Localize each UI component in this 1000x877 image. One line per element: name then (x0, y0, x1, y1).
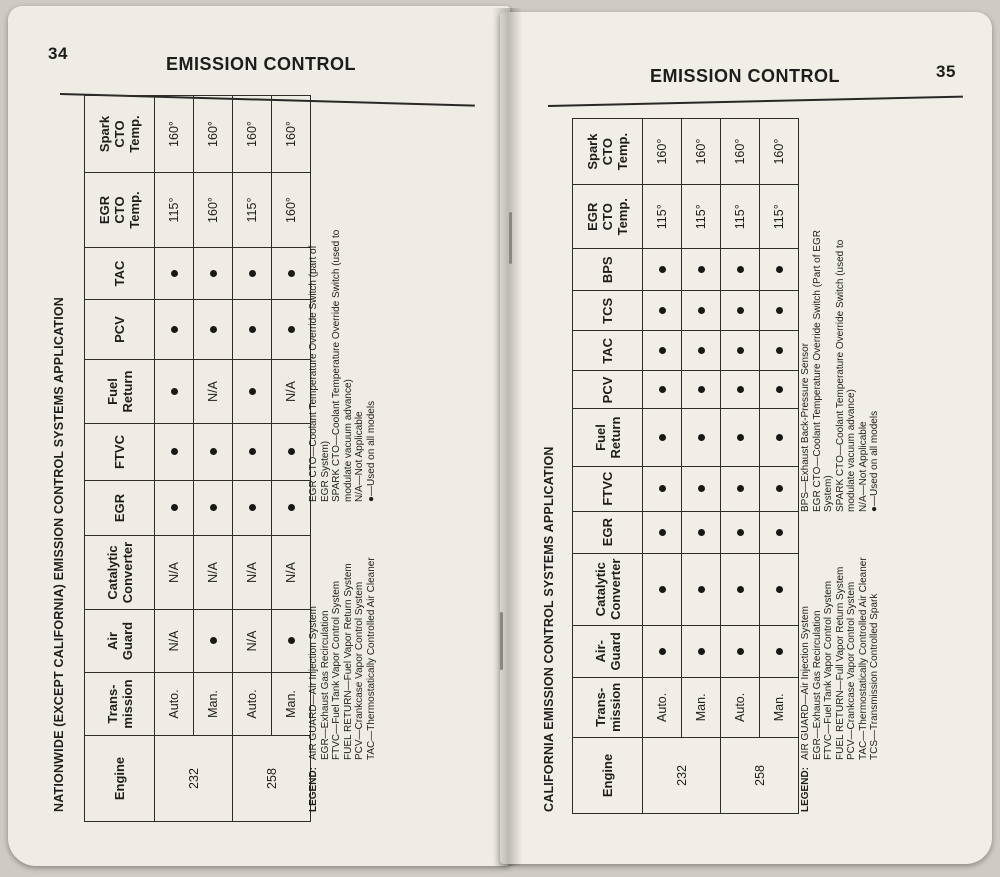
used-cell (194, 248, 233, 300)
legend-item: N/A—Not Applicable (857, 421, 869, 512)
column-header-text: Engine (112, 756, 127, 801)
used-cell (194, 300, 233, 360)
used-cell (682, 291, 721, 331)
column-header (85, 481, 155, 536)
column-header-text: Spark (585, 133, 600, 170)
legend-right (800, 230, 910, 812)
used-dot-icon (171, 505, 178, 512)
staple-bottom (500, 612, 503, 670)
used-dot-icon (776, 529, 783, 536)
legend-item: BPS—Exhaust Back-Pressure Sensor (800, 343, 811, 512)
column-header-text: Fuel (104, 378, 120, 405)
table-cell: N/A (194, 360, 233, 424)
column-header-text: FTVC (112, 435, 127, 469)
used-dot-icon (288, 326, 295, 333)
column-header-text: Converter (119, 541, 135, 604)
used-cell (272, 248, 311, 300)
used-dot-icon (698, 307, 705, 314)
used-dot-icon (698, 586, 705, 593)
used-cell (721, 409, 760, 466)
column-header-text: CTO (600, 138, 615, 166)
table-cell: Auto. (155, 673, 194, 736)
used-dot-icon (698, 529, 705, 536)
used-dot-icon (698, 266, 705, 273)
legend-item: EGR CTO—Coolant Temperature Override Switch (part of (308, 245, 319, 502)
column-header-text: FTVC (600, 471, 615, 506)
page-number-left: 34 (48, 44, 68, 63)
table-cell: N/A (155, 536, 194, 610)
column-header-text: mission (119, 679, 135, 729)
table-cell: 160° (643, 119, 682, 185)
used-dot-icon (776, 648, 783, 655)
legend-item: FTVC—Fuel Tank Vapor Control System (823, 580, 834, 760)
used-dot-icon (776, 307, 783, 314)
used-dot-icon (210, 270, 217, 277)
table-cell: 115° (721, 185, 760, 249)
used-dot-icon (737, 307, 744, 314)
table-cell: Auto. (233, 673, 272, 736)
used-cell (194, 424, 233, 481)
column-header-text: CTO (600, 203, 615, 231)
used-dot-icon (210, 505, 217, 512)
table-cell: Man. (682, 677, 721, 737)
used-cell (721, 371, 760, 409)
used-dot-icon (288, 505, 295, 512)
column-header-text: Guard (607, 632, 623, 671)
table-cell: Man. (194, 673, 233, 736)
used-cell (643, 466, 682, 511)
legend-label: LEGEND: (800, 767, 811, 812)
used-dot-icon (659, 485, 666, 492)
legend-item: FUEL RETURN—Fuel Vapor Return System (342, 563, 354, 760)
column-header-text: PCV (600, 376, 615, 404)
staple-top (509, 212, 512, 264)
column-header (573, 511, 643, 553)
column-header (85, 300, 155, 360)
column-header (573, 291, 643, 331)
used-cell (760, 553, 799, 625)
column-header (573, 331, 643, 371)
used-cell (643, 553, 682, 625)
emission-table-right (572, 118, 799, 814)
table-cell: 115° (155, 173, 194, 248)
column-header (573, 185, 643, 249)
used-cell (643, 409, 682, 466)
column-header-text: mission (607, 682, 623, 732)
table-cell: N/A (272, 360, 311, 424)
used-dot-icon (659, 648, 666, 655)
used-dot-icon (776, 266, 783, 273)
column-header-text: Converter (607, 558, 623, 620)
column-header-text: EGR (600, 518, 615, 547)
engine-cell: 232 (643, 737, 721, 813)
used-dot-icon (737, 386, 744, 393)
used-dot-icon (171, 388, 178, 395)
table-cell: Auto. (643, 677, 682, 737)
table-cell: 160° (155, 96, 194, 173)
table-cell: 160° (233, 96, 272, 173)
used-cell (760, 466, 799, 511)
legend-label: LEGEND: (308, 767, 319, 812)
used-cell (760, 249, 799, 291)
used-dot-icon (698, 485, 705, 492)
legend-item: SPARK CTO—Coolant Temperature Override Switch (used to (834, 239, 846, 512)
table-cell: 115° (682, 185, 721, 249)
column-header (85, 610, 155, 673)
used-dot-icon (737, 347, 744, 354)
used-cell (272, 424, 311, 481)
used-cell (721, 625, 760, 677)
table-cell: 160° (682, 119, 721, 185)
column-header (573, 409, 643, 466)
used-cell (682, 331, 721, 371)
table-row (194, 96, 233, 822)
column-header-text: Air- (592, 640, 608, 663)
used-cell (155, 424, 194, 481)
table-cell: Auto. (721, 677, 760, 737)
emission-table-left (84, 95, 311, 822)
legend-item: EGR CTO—Coolant Temperature Override Switch (Part of EGR (811, 230, 823, 512)
table-row (233, 96, 272, 822)
used-cell (682, 466, 721, 511)
table-cell: 160° (194, 96, 233, 173)
table-cell: 115° (760, 185, 799, 249)
used-cell (643, 511, 682, 553)
legend-item: modulate vacuum advance) (846, 389, 857, 512)
used-dot-icon (698, 347, 705, 354)
legend-column-2 (800, 230, 881, 512)
used-dot-icon (171, 449, 178, 456)
legend-item: FTVC—Fuel Tank Vapor Control System (331, 580, 342, 760)
table-cell: N/A (233, 536, 272, 610)
column-header-text: Temp. (615, 132, 630, 171)
table-cell: N/A (233, 610, 272, 673)
table-cell: 160° (760, 119, 799, 185)
legend-item: PCV—Crankcase Vapor Control System (354, 581, 365, 760)
used-cell (760, 371, 799, 409)
used-cell (721, 291, 760, 331)
table-row (643, 119, 682, 814)
column-header (573, 466, 643, 511)
used-dot-icon (171, 270, 178, 277)
table-row (760, 119, 799, 814)
used-dot-icon (249, 449, 256, 456)
used-cell (643, 371, 682, 409)
used-cell (760, 511, 799, 553)
legend-item: ●—Used on all models (365, 400, 377, 502)
used-dot-icon (249, 326, 256, 333)
used-dot-icon (249, 388, 256, 395)
table-cell: Man. (272, 673, 311, 736)
column-header (573, 249, 643, 291)
engine-cell: 258 (721, 737, 799, 813)
used-dot-icon (776, 386, 783, 393)
legend-item: FUEL RETURN—Full Vapor Return System (834, 566, 846, 760)
used-dot-icon (249, 270, 256, 277)
used-dot-icon (737, 266, 744, 273)
legend-item: N/A—Not Applicable (354, 411, 365, 502)
column-header-text: Trans- (592, 687, 608, 727)
column-header-text: Temp. (127, 191, 142, 229)
table-title-right: CALIFORNIA EMISSION CONTROL SYSTEMS APPLICATION (542, 446, 556, 812)
used-dot-icon (288, 638, 295, 645)
table-container-left (84, 92, 306, 822)
column-header (573, 737, 643, 813)
table-body (643, 119, 799, 814)
table-row (721, 119, 760, 814)
table-cell: 160° (194, 173, 233, 248)
column-header-text: Engine (600, 753, 615, 798)
used-cell (643, 291, 682, 331)
used-cell (721, 553, 760, 625)
used-dot-icon (210, 326, 217, 333)
legend-item: modulate vacuum advance) (342, 379, 354, 502)
legend-item: EGR System) (319, 440, 331, 502)
book-gutter (492, 8, 522, 866)
legend-item: TCS—Transmission Controlled Spark (869, 593, 880, 760)
page-header-right: EMISSION CONTROL (650, 66, 841, 86)
table-cell: 160° (272, 173, 311, 248)
table-row (682, 119, 721, 814)
used-cell (233, 360, 272, 424)
column-header (573, 625, 643, 677)
column-header-text: Trans- (104, 684, 120, 724)
table-cell: 115° (643, 185, 682, 249)
column-header (573, 371, 643, 409)
column-header (573, 553, 643, 625)
column-header-text: Return (607, 416, 623, 459)
legend-item: EGR—Exhaust Gas Recirculation (319, 610, 331, 760)
used-cell (194, 610, 233, 673)
used-cell (155, 360, 194, 424)
legend-item: EGR—Exhaust Gas Recirculation (811, 610, 823, 760)
used-cell (721, 466, 760, 511)
used-cell (643, 249, 682, 291)
used-cell (682, 409, 721, 466)
used-dot-icon (737, 485, 744, 492)
column-header-text: Spark (97, 115, 112, 153)
legend-item: System) (823, 475, 834, 512)
used-dot-icon (737, 586, 744, 593)
column-header (573, 119, 643, 185)
column-header-text: Temp. (615, 198, 630, 236)
used-dot-icon (659, 386, 666, 393)
used-cell (682, 625, 721, 677)
table-cell: 160° (721, 119, 760, 185)
page-number-right: 35 (936, 62, 956, 81)
used-cell (155, 481, 194, 536)
legend-item: ●—Used on all models (869, 410, 880, 512)
used-cell (233, 300, 272, 360)
column-header-text: Catalytic (592, 562, 608, 617)
column-header-text: CTO (112, 196, 127, 224)
used-dot-icon (659, 347, 666, 354)
used-cell (643, 625, 682, 677)
legend-column-1 (308, 557, 377, 760)
column-header (85, 96, 155, 173)
table-cell: N/A (272, 536, 311, 610)
used-cell (194, 481, 233, 536)
table-row (272, 96, 311, 822)
column-header (85, 736, 155, 822)
engine-cell: 232 (155, 736, 233, 822)
used-dot-icon (737, 648, 744, 655)
used-cell (760, 409, 799, 466)
used-dot-icon (210, 638, 217, 645)
used-cell (233, 481, 272, 536)
column-header (85, 173, 155, 248)
legend-column-1 (800, 557, 881, 760)
table-container-right (572, 114, 790, 814)
table-row (155, 96, 194, 822)
legend-item: SPARK CTO—Coolant Temperature Override Switch (used to (331, 229, 342, 502)
used-dot-icon (698, 648, 705, 655)
column-header-text: EGR (112, 493, 127, 523)
used-dot-icon (210, 449, 217, 456)
engine-cell: 258 (233, 736, 311, 822)
used-dot-icon (171, 326, 178, 333)
used-dot-icon (659, 434, 666, 441)
column-header (85, 673, 155, 736)
column-header (85, 248, 155, 300)
table-cell: N/A (194, 536, 233, 610)
column-header-text: Temp. (127, 115, 142, 153)
used-dot-icon (776, 485, 783, 492)
used-cell (760, 625, 799, 677)
table-header-row (85, 96, 155, 822)
column-header-text: Return (119, 370, 135, 413)
table-cell: N/A (155, 610, 194, 673)
legend-item: AIR GUARD—Air Injection System (308, 606, 319, 760)
used-cell (233, 248, 272, 300)
used-dot-icon (698, 386, 705, 393)
used-cell (272, 481, 311, 536)
table-header-row (573, 119, 643, 814)
used-dot-icon (698, 434, 705, 441)
used-dot-icon (737, 529, 744, 536)
column-header (85, 424, 155, 481)
used-cell (682, 553, 721, 625)
column-header-text: BPS (600, 256, 615, 284)
used-cell (682, 511, 721, 553)
used-cell (760, 291, 799, 331)
legend-column-2 (308, 229, 377, 502)
table-body (155, 96, 311, 822)
used-dot-icon (659, 586, 666, 593)
used-dot-icon (288, 449, 295, 456)
column-header-text: Fuel (592, 424, 608, 451)
column-header (85, 360, 155, 424)
used-cell (682, 371, 721, 409)
column-header-text: Air (104, 631, 120, 651)
legend-item: TAC—Thermostatically Controlled Air Cleaner (365, 557, 377, 760)
used-dot-icon (249, 505, 256, 512)
used-cell (272, 610, 311, 673)
column-header-text: TAC (112, 260, 127, 287)
table-cell: 115° (233, 173, 272, 248)
used-cell (643, 331, 682, 371)
used-cell (272, 300, 311, 360)
column-header-text: CTO (112, 120, 127, 148)
used-dot-icon (776, 347, 783, 354)
used-dot-icon (659, 307, 666, 314)
column-header-text: TCS (600, 297, 615, 324)
used-dot-icon (737, 434, 744, 441)
column-header (85, 536, 155, 610)
used-dot-icon (776, 434, 783, 441)
table-cell: Man. (760, 677, 799, 737)
legend-item: AIR GUARD—Air Injection System (800, 606, 811, 760)
used-cell (682, 249, 721, 291)
used-dot-icon (776, 586, 783, 593)
used-cell (721, 331, 760, 371)
used-cell (155, 248, 194, 300)
used-cell (760, 331, 799, 371)
legend-item: TAC—Thermostatically Controlled Air Cleaner (857, 557, 869, 760)
column-header (573, 677, 643, 737)
column-header-text: EGR (585, 202, 600, 231)
legend-item: PCV—Crankcase Vapor Control System (846, 581, 857, 760)
legend-left (308, 229, 418, 812)
used-dot-icon (659, 266, 666, 273)
column-header-text: PCV (112, 316, 127, 343)
table-title-left: NATIONWIDE (EXCEPT CALIFORNIA) EMISSION CONTROL SYSTEMS APPLICATION (52, 296, 66, 812)
column-header-text: Guard (119, 621, 135, 661)
page-header-left: EMISSION CONTROL (166, 54, 357, 74)
used-dot-icon (659, 529, 666, 536)
used-cell (721, 511, 760, 553)
column-header-text: Catalytic (104, 545, 120, 600)
used-cell (721, 249, 760, 291)
used-cell (233, 424, 272, 481)
used-cell (155, 300, 194, 360)
used-dot-icon (288, 270, 295, 277)
column-header-text: TAC (600, 338, 615, 364)
table-cell: 160° (272, 96, 311, 173)
column-header-text: EGR (97, 195, 112, 225)
